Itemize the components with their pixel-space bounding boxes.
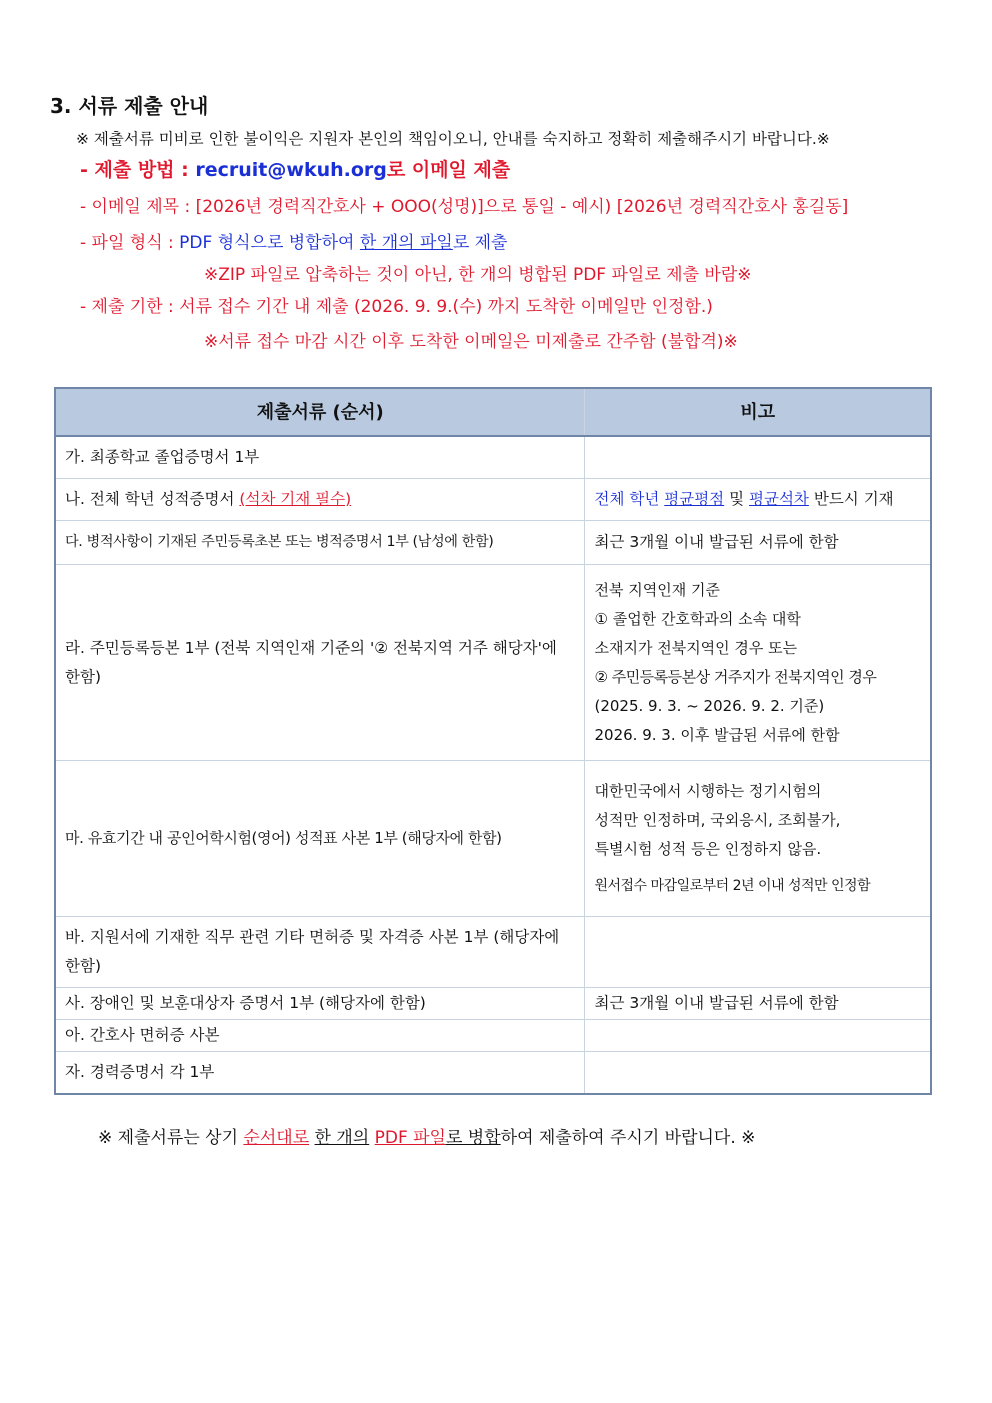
section-heading: 3. 서류 제출 안내 [50, 94, 209, 118]
footer-part: 순서대로 [243, 1128, 310, 1148]
table-row [55, 917, 931, 988]
doc-cell: 가. 최종학교 졸업증명서 1부 [55, 436, 585, 479]
note-cell: 최근 3개월 이내 발급된 서류에 한함 [585, 521, 931, 565]
header-note: 비고 [585, 388, 931, 436]
note-line: (2025. 9. 3. ~ 2026. 9. 2. 기준) [594, 696, 825, 715]
subject-value: [2026년 경력직간호사 + OOO(성명)]으로 통일 - 예시) [2026년 경력직간호사 홍길동] [195, 197, 849, 217]
note-part: 평균석차 [749, 490, 809, 508]
doc-cell: 라. 주민등록등본 1부 (전북 지역인재 기준의 '② 전북지역 거주 해당자'에 한함) [55, 565, 585, 761]
deadline-note: ※서류 접수 마감 시간 이후 도착한 이메일은 미제출로 간주함 (불합격)※ [204, 332, 738, 352]
note-line: 소재지가 전북지역인 경우 또는 [594, 638, 798, 657]
footer-note [98, 1123, 755, 1148]
table-row [55, 436, 931, 479]
deadline-line [80, 292, 713, 317]
documents-table [54, 387, 932, 1095]
footer-part: ※ 제출서류는 상기 [98, 1128, 239, 1148]
method-label: - 제출 방법 : [80, 159, 189, 181]
footer-part: PDF 파일 [374, 1128, 446, 1148]
subject-label: - 이메일 제목 : [80, 197, 191, 217]
note-cell [585, 761, 931, 917]
note-line: 성적만 인정하며, 국외응시, 조회불가, [594, 810, 841, 829]
format-suffix: 로 제출 [452, 233, 508, 253]
note-line: ① 졸업한 간호학과의 소속 대학 [594, 609, 801, 628]
table-row [55, 521, 931, 565]
note-line: 특별시험 성적 등은 인정하지 않음. [594, 839, 822, 858]
note-cell [585, 436, 931, 479]
footer-part: 로 병합 [445, 1128, 501, 1148]
doc-text: 나. 전체 학년 성적증명서 [65, 490, 235, 508]
deadline-label: - 제출 기한 : [80, 297, 174, 317]
note-cell: 최근 3개월 이내 발급된 서류에 한함 [585, 988, 931, 1020]
subject-line [80, 192, 848, 217]
footer-part: 한 개의 [314, 1128, 370, 1148]
note-extra: 원서접수 마감일로부터 2년 이내 성적만 인정함 [594, 877, 871, 894]
doc-highlight: (석차 기재 필수) [239, 490, 352, 508]
table-row [55, 761, 931, 917]
note-line: 대한민국에서 시행하는 정기시험의 [594, 781, 822, 800]
method-email: recruit@wkuh.org [195, 159, 387, 181]
method-line [80, 155, 510, 182]
note-cell [585, 479, 931, 521]
doc-cell: 다. 병적사항이 기재된 주민등록초본 또는 병적증명서 1부 (남성에 한함) [55, 521, 585, 565]
table-row [55, 479, 931, 521]
note-line: ② 주민등록등본상 거주지가 전북지역인 경우 [594, 667, 877, 686]
doc-cell [55, 479, 585, 521]
table-header-row [55, 388, 931, 436]
table-row [55, 988, 931, 1020]
format-underline: 한 개의 파일 [359, 233, 453, 253]
note-cell [585, 565, 931, 761]
note-cell [585, 1052, 931, 1095]
format-note: ※ZIP 파일로 압축하는 것이 아닌, 한 개의 병합된 PDF 파일로 제출 바람※ [204, 265, 752, 285]
note-part: 및 [729, 490, 745, 508]
note-part: 전체 학년 [594, 490, 660, 508]
doc-cell: 바. 지원서에 기재한 직무 관련 기타 면허증 및 자격증 사본 1부 (해당자에 한함) [55, 917, 585, 988]
format-label: - 파일 형식 : [80, 233, 174, 253]
note-part: 평균평점 [664, 490, 725, 508]
table-row [55, 1020, 931, 1052]
table-row [55, 565, 931, 761]
doc-cell: 자. 경력증명서 각 1부 [55, 1052, 585, 1095]
note-cell [585, 1020, 931, 1052]
format-prefix: PDF 형식으로 병합하여 [179, 233, 355, 253]
header-docs: 제출서류 (순서) [55, 388, 585, 436]
notice-text: ※ 제출서류 미비로 인한 불이익은 지원자 본인의 책임이오니, 안내를 숙지하고 정확히 제출해주시기 바랍니다.※ [76, 130, 830, 148]
note-part: 반드시 기재 [813, 490, 894, 508]
note-cell [585, 917, 931, 988]
table-row [55, 1052, 931, 1095]
doc-cell: 아. 간호사 면허증 사본 [55, 1020, 585, 1052]
deadline-value: 서류 접수 기간 내 제출 (2026. 9. 9.(수) 까지 도착한 이메일만 인정함.) [179, 297, 713, 317]
doc-cell: 사. 장애인 및 보훈대상자 증명서 1부 (해당자에 한함) [55, 988, 585, 1020]
note-line: 2026. 9. 3. 이후 발급된 서류에 한함 [594, 725, 840, 744]
footer-part: 하여 제출하여 주시기 바랍니다. ※ [500, 1128, 756, 1148]
doc-cell: 마. 유효기간 내 공인어학시험(영어) 성적표 사본 1부 (해당자에 한함) [55, 761, 585, 917]
method-suffix: 로 이메일 제출 [386, 159, 511, 181]
format-line [80, 228, 507, 253]
note-line: 전북 지역인재 기준 [594, 580, 720, 599]
